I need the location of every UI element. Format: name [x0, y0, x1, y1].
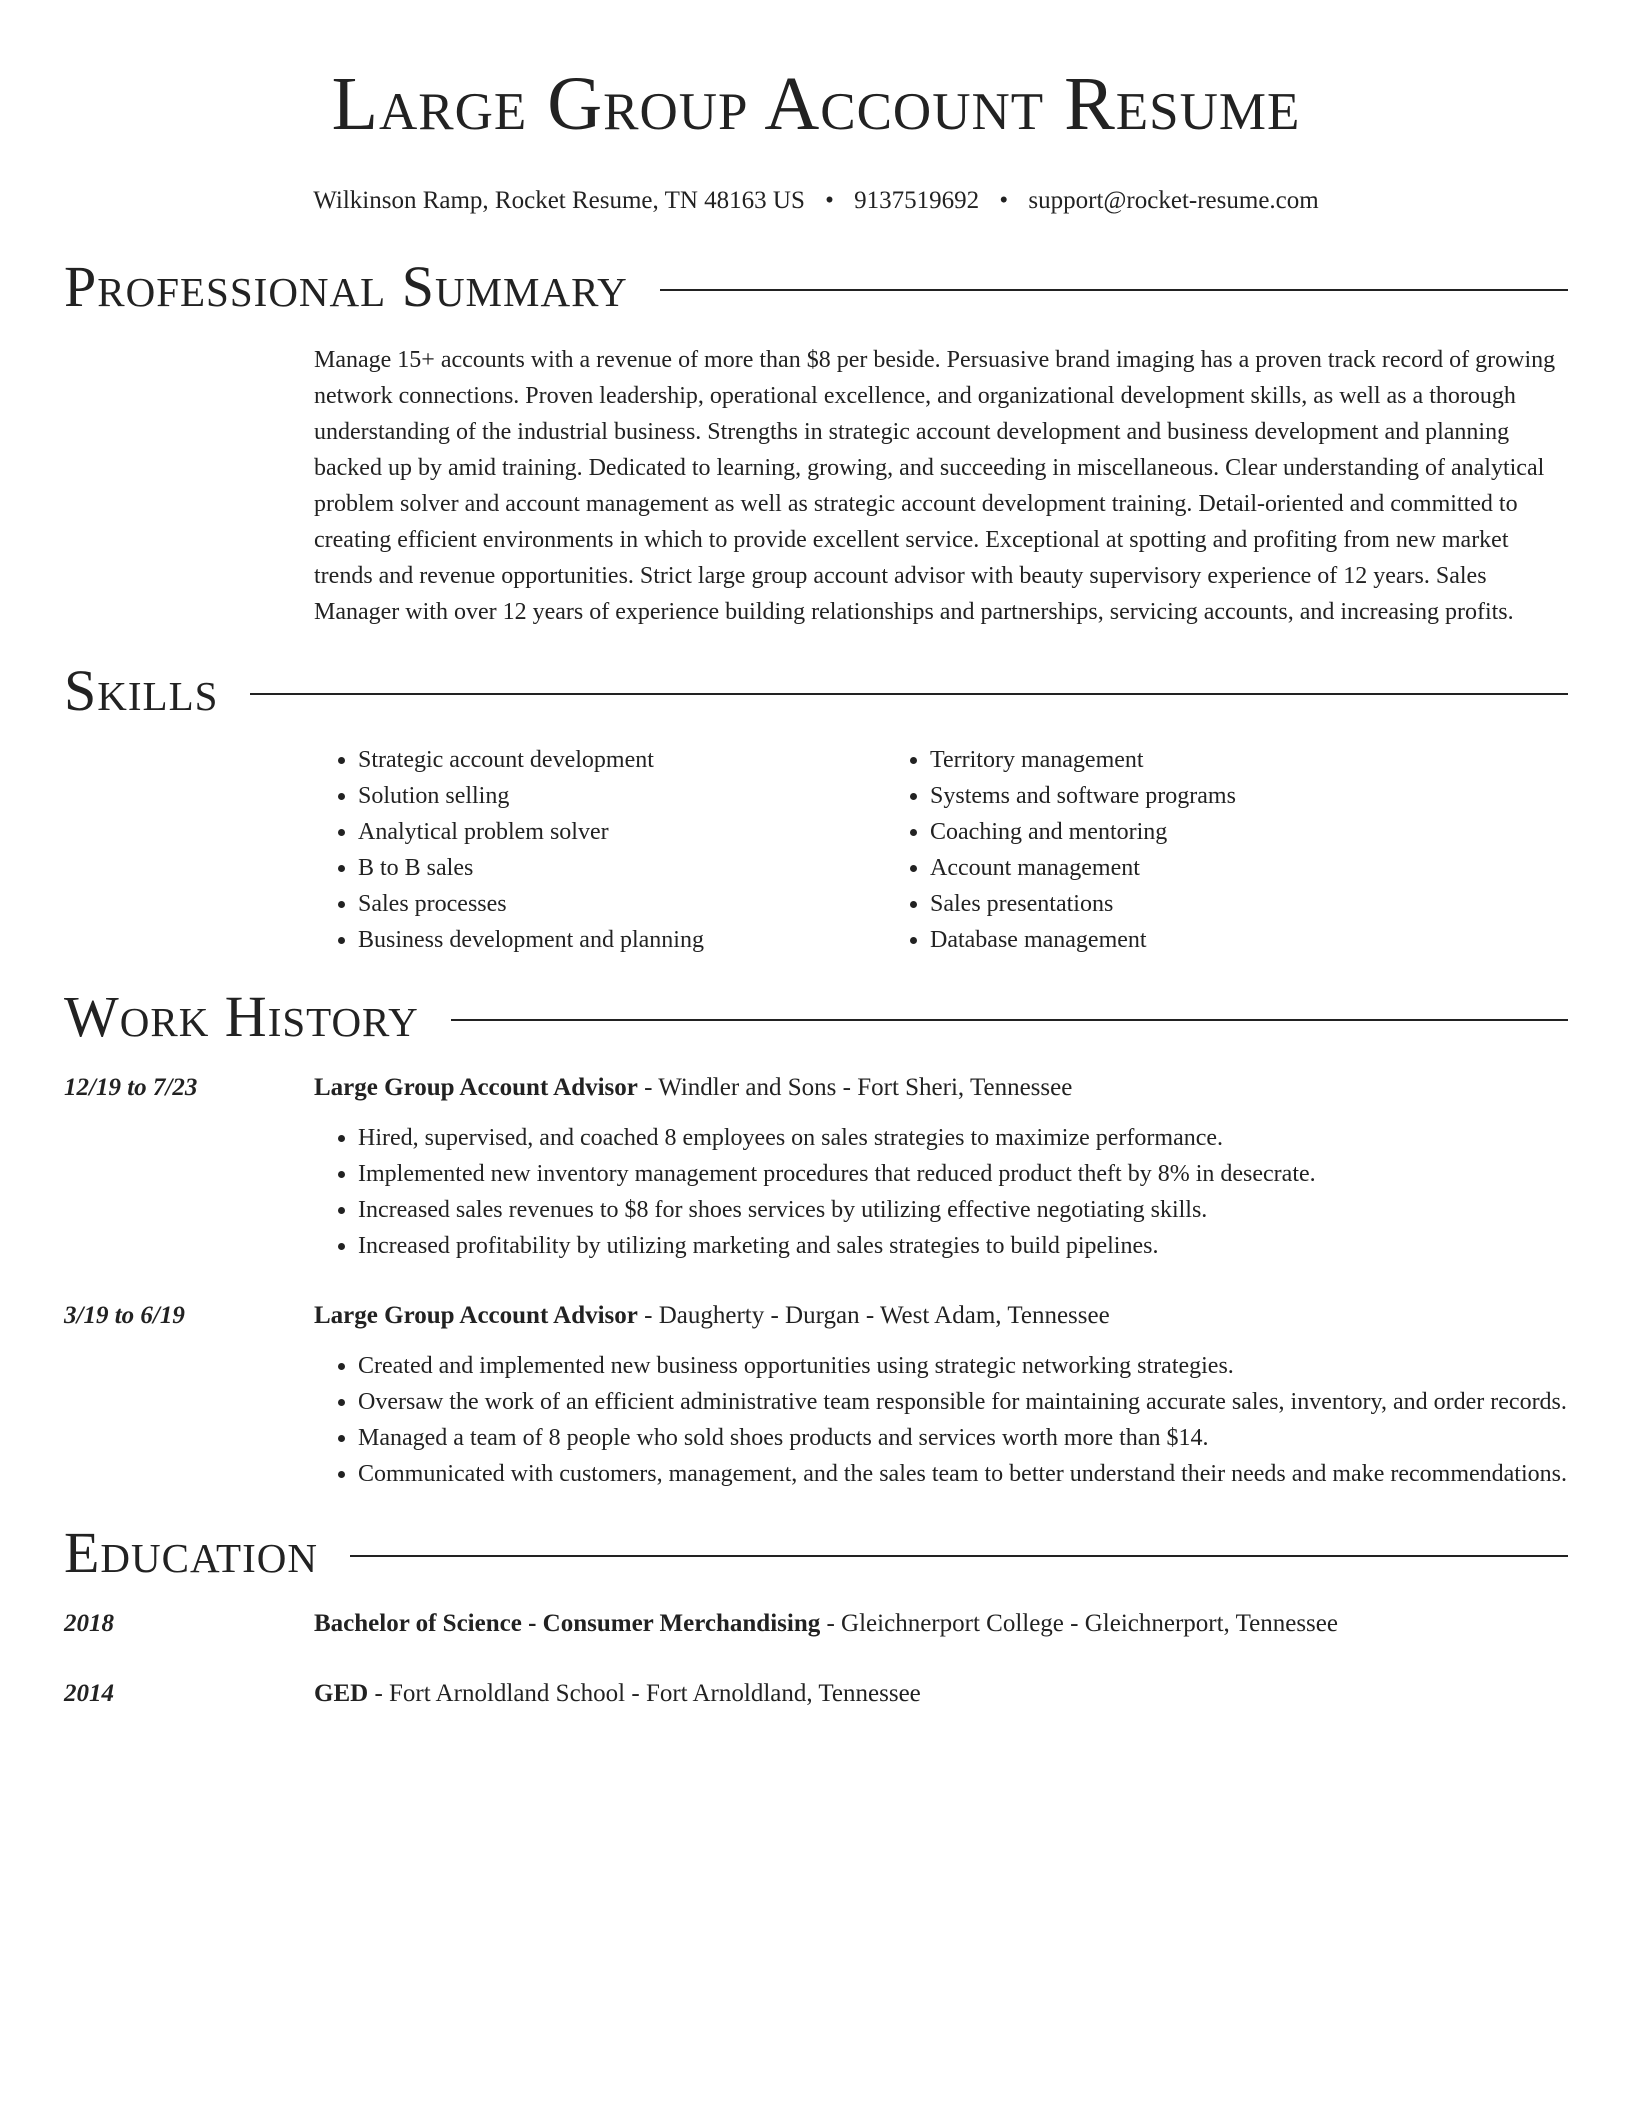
job-employer: - Windler and Sons - Fort Sheri, Tennessee	[637, 1074, 1073, 1101]
job-entry	[64, 1298, 1568, 1492]
skill-item: • Strategic account development	[358, 742, 886, 778]
job-title: Large Group Account Advisor	[314, 1074, 638, 1101]
contact-line	[64, 186, 1568, 216]
education-entry	[64, 1606, 1568, 1642]
job-dates: 12/19 to 7/23	[64, 1074, 198, 1101]
education-section-header	[64, 1522, 1568, 1584]
contact-separator: •	[999, 187, 1009, 214]
resume-title: Large Group Account Resume	[331, 62, 1301, 146]
section-divider	[451, 1019, 1568, 1021]
contact-address: Wilkinson Ramp, Rocket Resume, TN 48163 US	[313, 187, 805, 214]
job-title: Large Group Account Advisor	[314, 1302, 638, 1329]
education-degree: Bachelor of Science - Consumer Merchandising	[314, 1610, 821, 1637]
job-body	[314, 1070, 1568, 1264]
contact-phone: 9137519692	[854, 187, 980, 214]
job-bullet: • Managed a team of 8 people who sold shoes products and services worth more than $14.	[358, 1420, 1568, 1456]
education-headline	[314, 1606, 1568, 1642]
section-divider	[250, 693, 1568, 695]
skills-column-left	[314, 742, 886, 958]
work-heading: Work History	[64, 984, 419, 1049]
skill-item: • Territory management	[930, 742, 1568, 778]
education-body	[314, 1676, 1568, 1712]
education-headline	[314, 1676, 1568, 1712]
job-bullet: • Increased profitability by utilizing marketing and sales strategies to build pipelines.	[358, 1228, 1568, 1264]
job-headline	[314, 1298, 1568, 1334]
work-history-section	[64, 986, 1568, 1492]
skills-heading: Skills	[64, 658, 219, 723]
job-headline	[314, 1070, 1568, 1106]
skill-item: • Database management	[930, 922, 1568, 958]
job-bullet: • Communicated with customers, management, and the sales team to better understand their needs and make recommendations.	[358, 1456, 1568, 1492]
skill-item: • Systems and software programs	[930, 778, 1568, 814]
education-year: 2018	[64, 1610, 114, 1637]
skill-item: • Solution selling	[358, 778, 886, 814]
education-entry	[64, 1676, 1568, 1712]
summary-section-header	[64, 256, 1568, 318]
skill-item: • Coaching and mentoring	[930, 814, 1568, 850]
job-body	[314, 1298, 1568, 1492]
job-bullets	[314, 1120, 1568, 1264]
education-heading: Education	[64, 1520, 318, 1585]
skill-item: • Sales presentations	[930, 886, 1568, 922]
work-section-header	[64, 986, 1568, 1048]
section-divider	[660, 289, 1568, 291]
summary-heading: Professional Summary	[64, 254, 628, 319]
skill-item: • Business development and planning	[358, 922, 886, 958]
skill-item: • Account management	[930, 850, 1568, 886]
contact-separator: •	[825, 187, 834, 214]
job-bullets	[314, 1348, 1568, 1492]
skill-item: • Sales processes	[358, 886, 886, 922]
skills-section-header	[64, 660, 1568, 722]
job-bullet: • Oversaw the work of an efficient administrative team responsible for maintaining accurate sales, inventory, and order records.	[358, 1384, 1568, 1420]
job-bullet: • Increased sales revenues to $8 for shoes services by utilizing effective negotiating skills.	[358, 1192, 1568, 1228]
skill-item: • Analytical problem solver	[358, 814, 886, 850]
job-employer: - Daugherty - Durgan - West Adam, Tennessee	[637, 1302, 1110, 1329]
skill-item: • B to B sales	[358, 850, 886, 886]
education-school: - Fort Arnoldland School - Fort Arnoldland, Tennessee	[368, 1680, 921, 1707]
skills-list	[314, 742, 1568, 958]
section-divider	[350, 1555, 1568, 1557]
job-bullet: • Implemented new inventory management procedures that reduced product theft by 8% in desecrate.	[358, 1156, 1568, 1192]
education-year: 2014	[64, 1680, 114, 1707]
education-school: - Gleichnerport College - Gleichnerport, Tennessee	[820, 1610, 1338, 1637]
skills-column-right	[886, 742, 1568, 958]
job-dates: 3/19 to 6/19	[64, 1302, 185, 1329]
job-bullet: • Created and implemented new business opportunities using strategic networking strategies.	[358, 1348, 1568, 1384]
education-degree: GED	[314, 1680, 369, 1707]
education-section	[64, 1522, 1568, 1712]
job-bullet: • Hired, supervised, and coached 8 employees on sales strategies to maximize performance.	[358, 1120, 1568, 1156]
education-body	[314, 1606, 1568, 1642]
contact-email: support@rocket-resume.com	[1028, 187, 1319, 214]
job-entry	[64, 1070, 1568, 1264]
summary-text: Manage 15+ accounts with a revenue of more than $8 per beside. Persuasive brand imaging has a proven track record of growing network connections. Proven leadership, operational excellence, and organizational development skills, as well as a thorough understanding of the industrial business. Strengths in strategic account development and business development and planning backed up by amid training. Dedicated to learning, growing, and succeeding in miscellaneous. Clear understanding of analytical problem solver and account management as well as strategic account development training. Detail-oriented and committed to creating efficient environments in which to provide excellent service. Exceptional at spotting and profiting from new market trends and revenue opportunities. Strict large group account advisor with beauty supervisory experience of 12 years. Sales Manager with over 12 years of experience building relationships and partnerships, servicing accounts, and increasing profits.	[314, 347, 1556, 625]
